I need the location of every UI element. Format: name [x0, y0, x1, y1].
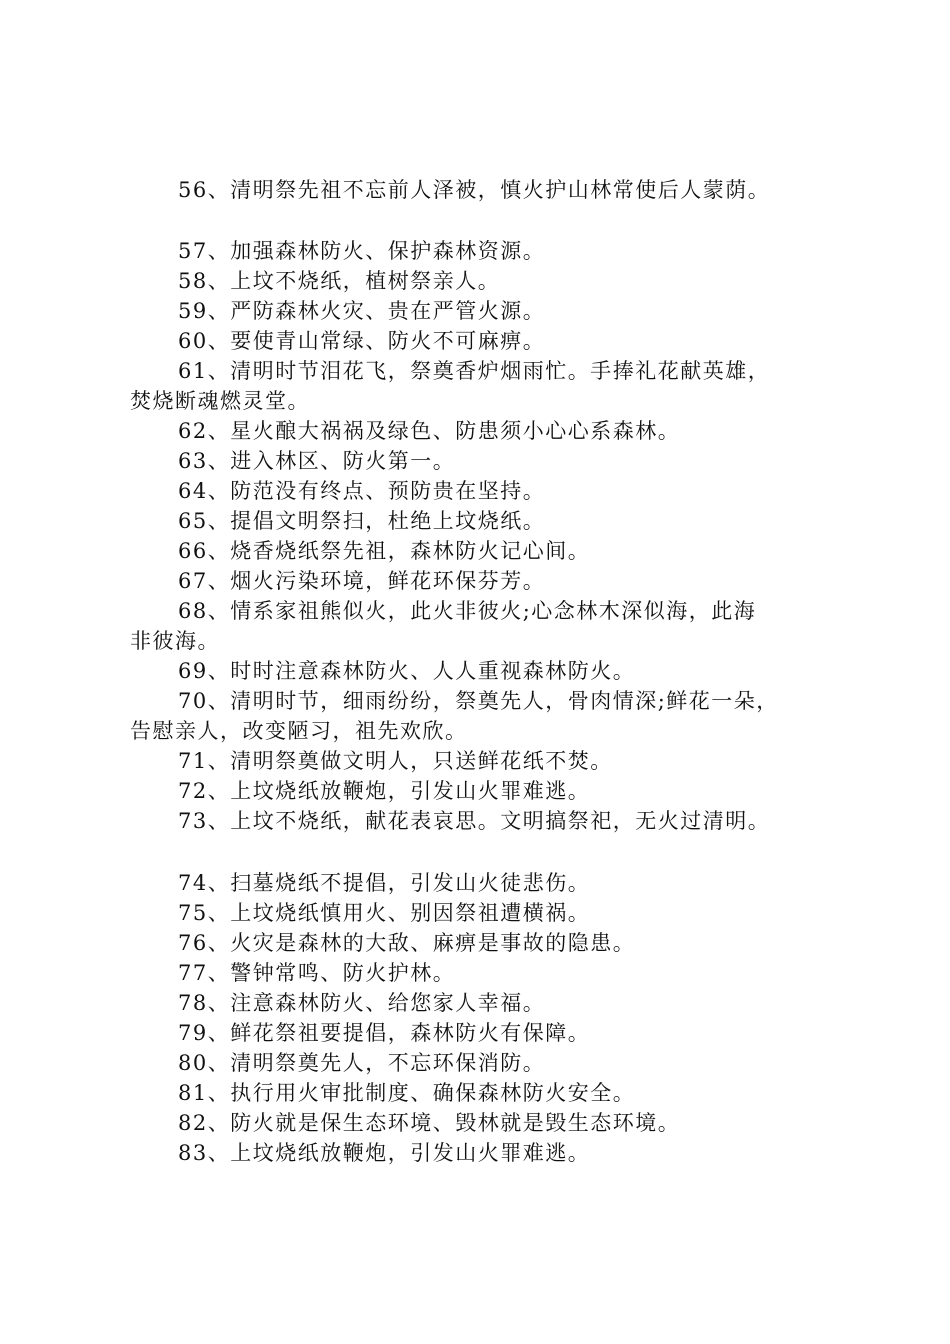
slogan-66: 66、烧香烧纸祭先祖，森林防火记心间。	[178, 539, 591, 563]
slogan-74: 74、扫墓烧纸不提倡，引发山火徒悲伤。	[178, 871, 591, 895]
slogan-75: 75、上坟烧纸慎用火、别因祭祖遭横祸。	[178, 901, 591, 925]
slogan-71: 71、清明祭奠做文明人，只送鲜花纸不焚。	[178, 749, 613, 773]
slogan-82: 82、防火就是保生态环境、毁林就是毁生态环境。	[178, 1111, 681, 1135]
slogan-77: 77、警钟常鸣、防火护林。	[178, 961, 456, 985]
slogan-67: 67、烟火污染环境，鲜花环保芬芳。	[178, 569, 546, 593]
slogan-70: 70、清明时节，细雨纷纷，祭奠先人，骨肉情深;鲜花一朵，	[178, 689, 779, 713]
slogan-69: 69、时时注意森林防火、人人重视森林防火。	[178, 659, 636, 683]
slogan-68: 68、情系家祖熊似火，此火非彼火;心念林木深似海，此海	[178, 599, 757, 623]
slogan-68-continued: 非彼海。	[130, 629, 220, 653]
slogan-list	[130, 175, 850, 1168]
slogan-73: 73、上坟不烧纸，献花表哀思。文明搞祭祀，无火过清明。	[178, 809, 771, 833]
slogan-59: 59、严防森林火灾、贵在严管火源。	[178, 299, 546, 323]
slogan-62: 62、星火酿大祸祸及绿色、防患须小心心系森林。	[178, 419, 681, 443]
slogan-60: 60、要使青山常绿、防火不可麻痹。	[178, 329, 546, 353]
slogan-58: 58、上坟不烧纸，植树祭亲人。	[178, 269, 501, 293]
slogan-61-continued: 焚烧断魂燃灵堂。	[130, 389, 310, 413]
slogan-70-continued: 告慰亲人，改变陋习，祖先欢欣。	[130, 719, 468, 743]
slogan-72: 72、上坟烧纸放鞭炮，引发山火罪难逃。	[178, 779, 591, 803]
slogan-61: 61、清明时节泪花飞，祭奠香炉烟雨忙。手捧礼花献英雄，	[178, 359, 771, 383]
slogan-57: 57、加强森林防火、保护森林资源。	[178, 239, 546, 263]
slogan-78: 78、注意森林防火、给您家人幸福。	[178, 991, 546, 1015]
slogan-56: 56、清明祭先祖不忘前人泽被，慎火护山林常使后人蒙荫。	[178, 178, 771, 202]
slogan-80: 80、清明祭奠先人，不忘环保消防。	[178, 1051, 546, 1075]
slogan-83: 83、上坟烧纸放鞭炮，引发山火罪难逃。	[178, 1141, 591, 1165]
slogan-64: 64、防范没有终点、预防贵在坚持。	[178, 479, 546, 503]
slogan-79: 79、鲜花祭祖要提倡，森林防火有保障。	[178, 1021, 591, 1045]
slogan-76: 76、火灾是森林的大敌、麻痹是事故的隐患。	[178, 931, 636, 955]
slogan-81: 81、执行用火审批制度、确保森林防火安全。	[178, 1081, 636, 1105]
slogan-63: 63、进入林区、防火第一。	[178, 449, 456, 473]
slogan-65: 65、提倡文明祭扫，杜绝上坟烧纸。	[178, 509, 546, 533]
